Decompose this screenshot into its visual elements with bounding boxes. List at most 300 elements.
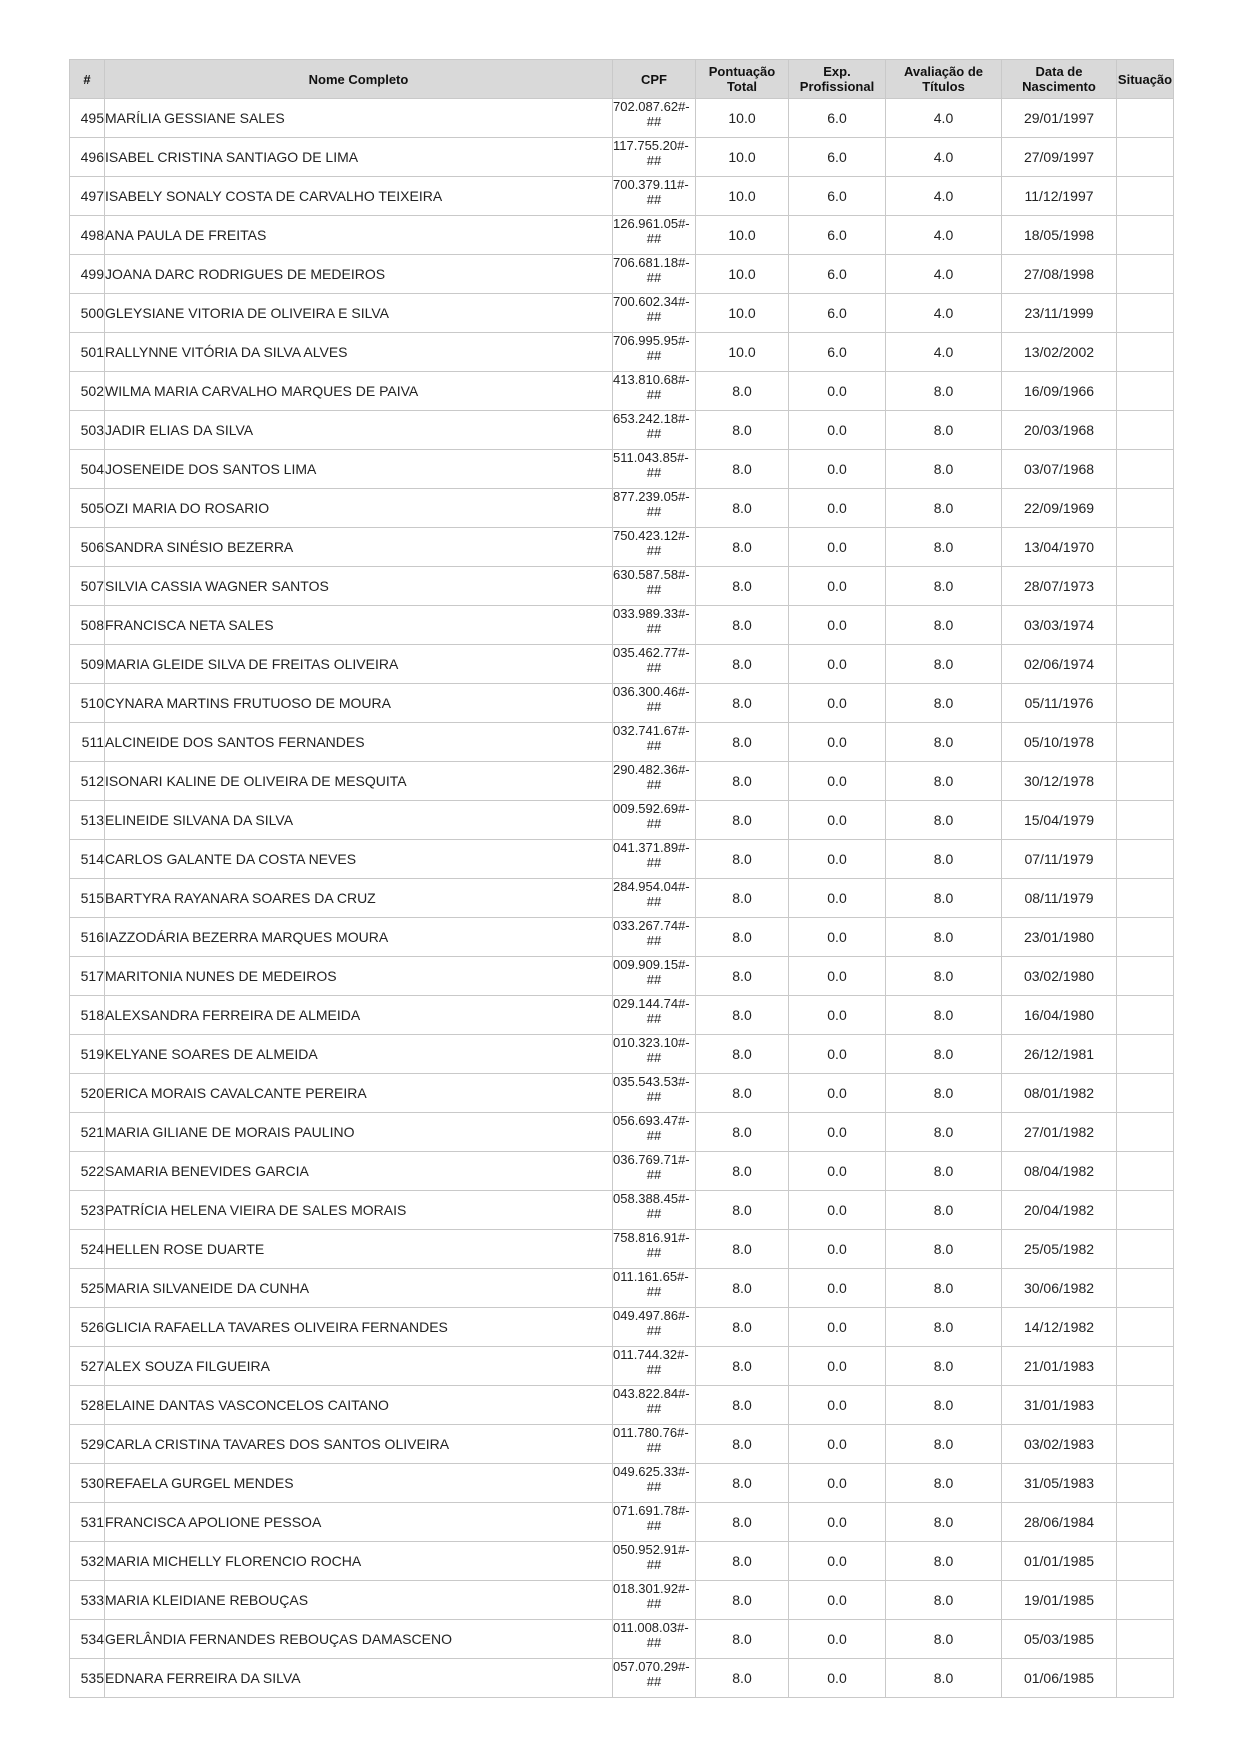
total-score-cell: 10.0 <box>696 138 789 177</box>
table-row <box>70 1035 1174 1074</box>
total-score-cell: 10.0 <box>696 177 789 216</box>
status-cell <box>1117 1386 1174 1425</box>
row-number-cell: 534 <box>70 1620 105 1659</box>
cpf-cell <box>613 996 696 1035</box>
total-score-cell: 8.0 <box>696 1464 789 1503</box>
status-cell <box>1117 1581 1174 1620</box>
status-cell <box>1117 1269 1174 1308</box>
status-cell <box>1117 879 1174 918</box>
row-number-cell: 516 <box>70 918 105 957</box>
title-evaluation-cell: 8.0 <box>886 1347 1002 1386</box>
full-name-cell: SAMARIA BENEVIDES GARCIA <box>105 1152 613 1191</box>
row-number-cell: 502 <box>70 372 105 411</box>
professional-experience-cell: 0.0 <box>789 645 886 684</box>
row-number-cell: 497 <box>70 177 105 216</box>
title-evaluation-cell: 8.0 <box>886 1386 1002 1425</box>
status-cell <box>1117 1152 1174 1191</box>
cpf-cell <box>613 723 696 762</box>
status-cell <box>1117 684 1174 723</box>
status-cell <box>1117 606 1174 645</box>
table-row <box>70 1113 1174 1152</box>
cpf-value: 056.693.47#- <box>613 1113 690 1128</box>
full-name-cell: MARIA KLEIDIANE REBOUÇAS <box>105 1581 613 1620</box>
cpf-cell <box>613 1152 696 1191</box>
cpf-cell <box>613 1542 696 1581</box>
full-name-cell: WILMA MARIA CARVALHO MARQUES DE PAIVA <box>105 372 613 411</box>
row-number-cell: 506 <box>70 528 105 567</box>
cpf-cell <box>613 1386 696 1425</box>
total-score-cell: 8.0 <box>696 1542 789 1581</box>
cpf-mask: ## <box>646 1050 662 1065</box>
cpf-mask: ## <box>646 1245 662 1260</box>
birth-date-cell: 27/09/1997 <box>1002 138 1117 177</box>
row-number-cell: 526 <box>70 1308 105 1347</box>
table-row <box>70 255 1174 294</box>
cpf-cell <box>613 957 696 996</box>
professional-experience-cell: 0.0 <box>789 1230 886 1269</box>
cpf-cell <box>613 1659 696 1698</box>
status-cell <box>1117 1347 1174 1386</box>
cpf-cell <box>613 1113 696 1152</box>
cpf-cell <box>613 333 696 372</box>
birth-date-cell: 28/06/1984 <box>1002 1503 1117 1542</box>
birth-date-cell: 30/12/1978 <box>1002 762 1117 801</box>
cpf-cell <box>613 489 696 528</box>
header-total: Pontuação Total <box>696 60 789 99</box>
birth-date-cell: 26/12/1981 <box>1002 1035 1117 1074</box>
cpf-mask: ## <box>646 816 662 831</box>
total-score-cell: 8.0 <box>696 918 789 957</box>
cpf-mask: ## <box>646 1167 662 1182</box>
cpf-cell <box>613 294 696 333</box>
full-name-cell: GLEYSIANE VITORIA DE OLIVEIRA E SILVA <box>105 294 613 333</box>
status-cell <box>1117 1503 1174 1542</box>
table-row <box>70 567 1174 606</box>
cpf-cell <box>613 450 696 489</box>
title-evaluation-cell: 4.0 <box>886 294 1002 333</box>
row-number-cell: 509 <box>70 645 105 684</box>
status-cell <box>1117 840 1174 879</box>
cpf-mask: ## <box>646 699 662 714</box>
total-score-cell: 8.0 <box>696 528 789 567</box>
cpf-mask: ## <box>646 1518 662 1533</box>
table-row <box>70 1581 1174 1620</box>
cpf-value: 750.423.12#- <box>613 528 690 543</box>
full-name-cell: JOSENEIDE DOS SANTOS LIMA <box>105 450 613 489</box>
cpf-mask: ## <box>646 1362 662 1377</box>
full-name-cell: ELAINE DANTAS VASCONCELOS CAITANO <box>105 1386 613 1425</box>
professional-experience-cell: 0.0 <box>789 918 886 957</box>
professional-experience-cell: 6.0 <box>789 333 886 372</box>
total-score-cell: 8.0 <box>696 411 789 450</box>
cpf-cell <box>613 1191 696 1230</box>
row-number-cell: 511 <box>70 723 105 762</box>
header-name: Nome Completo <box>105 60 613 99</box>
full-name-cell: ALEXSANDRA FERREIRA DE ALMEIDA <box>105 996 613 1035</box>
title-evaluation-cell: 8.0 <box>886 801 1002 840</box>
row-number-cell: 535 <box>70 1659 105 1698</box>
row-number-cell: 513 <box>70 801 105 840</box>
professional-experience-cell: 0.0 <box>789 1503 886 1542</box>
cpf-cell <box>613 1074 696 1113</box>
total-score-cell: 10.0 <box>696 255 789 294</box>
header-num: # <box>70 60 105 99</box>
professional-experience-cell: 6.0 <box>789 216 886 255</box>
row-number-cell: 501 <box>70 333 105 372</box>
cpf-cell <box>613 567 696 606</box>
birth-date-cell: 28/07/1973 <box>1002 567 1117 606</box>
row-number-cell: 499 <box>70 255 105 294</box>
cpf-mask: ## <box>646 465 662 480</box>
row-number-cell: 525 <box>70 1269 105 1308</box>
title-evaluation-cell: 4.0 <box>886 216 1002 255</box>
cpf-cell <box>613 801 696 840</box>
total-score-cell: 8.0 <box>696 1113 789 1152</box>
total-score-cell: 8.0 <box>696 1386 789 1425</box>
title-evaluation-cell: 8.0 <box>886 723 1002 762</box>
status-cell <box>1117 996 1174 1035</box>
full-name-cell: RALLYNNE VITÓRIA DA SILVA ALVES <box>105 333 613 372</box>
professional-experience-cell: 0.0 <box>789 1620 886 1659</box>
title-evaluation-cell: 8.0 <box>886 1464 1002 1503</box>
cpf-cell <box>613 1230 696 1269</box>
cpf-mask: ## <box>646 1089 662 1104</box>
total-score-cell: 8.0 <box>696 684 789 723</box>
cpf-cell <box>613 645 696 684</box>
status-cell <box>1117 216 1174 255</box>
cpf-cell <box>613 411 696 450</box>
cpf-value: 630.587.58#- <box>613 567 690 582</box>
birth-date-cell: 08/11/1979 <box>1002 879 1117 918</box>
cpf-cell <box>613 1308 696 1347</box>
birth-date-cell: 21/01/1983 <box>1002 1347 1117 1386</box>
full-name-cell: EDNARA FERREIRA DA SILVA <box>105 1659 613 1698</box>
total-score-cell: 8.0 <box>696 450 789 489</box>
row-number-cell: 500 <box>70 294 105 333</box>
title-evaluation-cell: 8.0 <box>886 762 1002 801</box>
title-evaluation-cell: 4.0 <box>886 177 1002 216</box>
cpf-cell <box>613 255 696 294</box>
cpf-value: 071.691.78#- <box>613 1503 690 1518</box>
cpf-value: 035.462.77#- <box>613 645 690 660</box>
cpf-cell <box>613 840 696 879</box>
total-score-cell: 8.0 <box>696 996 789 1035</box>
birth-date-cell: 22/09/1969 <box>1002 489 1117 528</box>
cpf-cell <box>613 918 696 957</box>
status-cell <box>1117 918 1174 957</box>
table-row <box>70 333 1174 372</box>
table-row <box>70 1347 1174 1386</box>
professional-experience-cell: 6.0 <box>789 294 886 333</box>
professional-experience-cell: 0.0 <box>789 489 886 528</box>
status-cell <box>1117 255 1174 294</box>
row-number-cell: 530 <box>70 1464 105 1503</box>
table-row <box>70 606 1174 645</box>
cpf-value: 653.242.18#- <box>613 411 690 426</box>
cpf-value: 011.008.03#- <box>613 1620 689 1635</box>
cpf-mask: ## <box>646 504 662 519</box>
status-cell <box>1117 294 1174 333</box>
row-number-cell: 514 <box>70 840 105 879</box>
cpf-mask: ## <box>646 426 662 441</box>
professional-experience-cell: 0.0 <box>789 1113 886 1152</box>
status-cell <box>1117 567 1174 606</box>
title-evaluation-cell: 8.0 <box>886 957 1002 996</box>
total-score-cell: 10.0 <box>696 294 789 333</box>
cpf-mask: ## <box>646 231 662 246</box>
total-score-cell: 8.0 <box>696 1230 789 1269</box>
row-number-cell: 518 <box>70 996 105 1035</box>
professional-experience-cell: 0.0 <box>789 1659 886 1698</box>
title-evaluation-cell: 4.0 <box>886 333 1002 372</box>
status-cell <box>1117 99 1174 138</box>
status-cell <box>1117 177 1174 216</box>
full-name-cell: FRANCISCA NETA SALES <box>105 606 613 645</box>
birth-date-cell: 29/01/1997 <box>1002 99 1117 138</box>
full-name-cell: BARTYRA RAYANARA SOARES DA CRUZ <box>105 879 613 918</box>
cpf-mask: ## <box>646 1440 662 1455</box>
cpf-mask: ## <box>646 1206 662 1221</box>
birth-date-cell: 03/02/1980 <box>1002 957 1117 996</box>
cpf-cell <box>613 1581 696 1620</box>
birth-date-cell: 03/03/1974 <box>1002 606 1117 645</box>
title-evaluation-cell: 8.0 <box>886 996 1002 1035</box>
row-number-cell: 517 <box>70 957 105 996</box>
cpf-cell <box>613 1269 696 1308</box>
status-cell <box>1117 1113 1174 1152</box>
row-number-cell: 527 <box>70 1347 105 1386</box>
cpf-value: 010.323.10#- <box>613 1035 690 1050</box>
cpf-cell <box>613 138 696 177</box>
row-number-cell: 532 <box>70 1542 105 1581</box>
title-evaluation-cell: 8.0 <box>886 1581 1002 1620</box>
total-score-cell: 8.0 <box>696 1659 789 1698</box>
cpf-value: 511.043.85#- <box>613 450 689 465</box>
cpf-cell <box>613 216 696 255</box>
total-score-cell: 8.0 <box>696 645 789 684</box>
total-score-cell: 8.0 <box>696 723 789 762</box>
birth-date-cell: 27/08/1998 <box>1002 255 1117 294</box>
cpf-value: 011.744.32#- <box>613 1347 689 1362</box>
birth-date-cell: 05/10/1978 <box>1002 723 1117 762</box>
full-name-cell: ANA PAULA DE FREITAS <box>105 216 613 255</box>
cpf-cell <box>613 1035 696 1074</box>
birth-date-cell: 20/03/1968 <box>1002 411 1117 450</box>
status-cell <box>1117 1191 1174 1230</box>
cpf-mask: ## <box>646 621 662 636</box>
birth-date-cell: 03/02/1983 <box>1002 1425 1117 1464</box>
birth-date-cell: 31/01/1983 <box>1002 1386 1117 1425</box>
professional-experience-cell: 0.0 <box>789 1347 886 1386</box>
full-name-cell: MARITONIA NUNES DE MEDEIROS <box>105 957 613 996</box>
row-number-cell: 512 <box>70 762 105 801</box>
total-score-cell: 8.0 <box>696 1347 789 1386</box>
cpf-value: 758.816.91#- <box>613 1230 690 1245</box>
total-score-cell: 8.0 <box>696 1035 789 1074</box>
title-evaluation-cell: 8.0 <box>886 1191 1002 1230</box>
title-evaluation-cell: 8.0 <box>886 372 1002 411</box>
professional-experience-cell: 0.0 <box>789 879 886 918</box>
professional-experience-cell: 0.0 <box>789 996 886 1035</box>
birth-date-cell: 01/01/1985 <box>1002 1542 1117 1581</box>
cpf-value: 117.755.20#- <box>613 138 689 153</box>
row-number-cell: 523 <box>70 1191 105 1230</box>
status-cell <box>1117 723 1174 762</box>
table-row <box>70 1308 1174 1347</box>
cpf-mask: ## <box>646 1323 662 1338</box>
table-row <box>70 1464 1174 1503</box>
status-cell <box>1117 762 1174 801</box>
title-evaluation-cell: 8.0 <box>886 1308 1002 1347</box>
title-evaluation-cell: 8.0 <box>886 1269 1002 1308</box>
full-name-cell: REFAELA GURGEL MENDES <box>105 1464 613 1503</box>
cpf-cell <box>613 684 696 723</box>
cpf-value: 706.995.95#- <box>613 333 690 348</box>
row-number-cell: 498 <box>70 216 105 255</box>
table-row <box>70 1191 1174 1230</box>
birth-date-cell: 31/05/1983 <box>1002 1464 1117 1503</box>
professional-experience-cell: 0.0 <box>789 840 886 879</box>
title-evaluation-cell: 8.0 <box>886 528 1002 567</box>
cpf-value: 700.602.34#- <box>613 294 690 309</box>
professional-experience-cell: 0.0 <box>789 1386 886 1425</box>
row-number-cell: 503 <box>70 411 105 450</box>
title-evaluation-cell: 8.0 <box>886 1113 1002 1152</box>
table-row <box>70 450 1174 489</box>
total-score-cell: 8.0 <box>696 606 789 645</box>
cpf-value: 033.267.74#- <box>613 918 690 933</box>
birth-date-cell: 05/11/1976 <box>1002 684 1117 723</box>
full-name-cell: ELINEIDE SILVANA DA SILVA <box>105 801 613 840</box>
row-number-cell: 504 <box>70 450 105 489</box>
cpf-value: 290.482.36#- <box>613 762 690 777</box>
cpf-cell <box>613 1464 696 1503</box>
header-cpf: CPF <box>613 60 696 99</box>
cpf-mask: ## <box>646 1557 662 1572</box>
professional-experience-cell: 0.0 <box>789 1581 886 1620</box>
table-row <box>70 411 1174 450</box>
status-cell <box>1117 1659 1174 1698</box>
cpf-value: 284.954.04#- <box>613 879 690 894</box>
row-number-cell: 496 <box>70 138 105 177</box>
table-row <box>70 1503 1174 1542</box>
status-cell <box>1117 1464 1174 1503</box>
status-cell <box>1117 801 1174 840</box>
table-row <box>70 879 1174 918</box>
cpf-value: 057.070.29#- <box>613 1659 690 1674</box>
birth-date-cell: 03/07/1968 <box>1002 450 1117 489</box>
professional-experience-cell: 0.0 <box>789 528 886 567</box>
professional-experience-cell: 0.0 <box>789 684 886 723</box>
row-number-cell: 531 <box>70 1503 105 1542</box>
cpf-mask: ## <box>646 387 662 402</box>
professional-experience-cell: 0.0 <box>789 450 886 489</box>
title-evaluation-cell: 4.0 <box>886 138 1002 177</box>
cpf-cell <box>613 1620 696 1659</box>
cpf-mask: ## <box>646 660 662 675</box>
cpf-value: 032.741.67#- <box>613 723 690 738</box>
full-name-cell: GERLÂNDIA FERNANDES REBOUÇAS DAMASCENO <box>105 1620 613 1659</box>
status-cell <box>1117 1620 1174 1659</box>
cpf-mask: ## <box>646 1635 662 1650</box>
cpf-mask: ## <box>646 894 662 909</box>
full-name-cell: JADIR ELIAS DA SILVA <box>105 411 613 450</box>
row-number-cell: 495 <box>70 99 105 138</box>
table-row <box>70 489 1174 528</box>
total-score-cell: 8.0 <box>696 879 789 918</box>
cpf-cell <box>613 528 696 567</box>
cpf-value: 049.625.33#- <box>613 1464 690 1479</box>
status-cell <box>1117 645 1174 684</box>
professional-experience-cell: 0.0 <box>789 411 886 450</box>
cpf-mask: ## <box>646 777 662 792</box>
table-row <box>70 372 1174 411</box>
full-name-cell: GLICIA RAFAELLA TAVARES OLIVEIRA FERNANDES <box>105 1308 613 1347</box>
title-evaluation-cell: 8.0 <box>886 1152 1002 1191</box>
row-number-cell: 522 <box>70 1152 105 1191</box>
title-evaluation-cell: 8.0 <box>886 1659 1002 1698</box>
cpf-value: 043.822.84#- <box>613 1386 690 1401</box>
cpf-value: 029.144.74#- <box>613 996 690 1011</box>
professional-experience-cell: 0.0 <box>789 1269 886 1308</box>
full-name-cell: HELLEN ROSE DUARTE <box>105 1230 613 1269</box>
total-score-cell: 10.0 <box>696 333 789 372</box>
title-evaluation-cell: 8.0 <box>886 1542 1002 1581</box>
cpf-value: 058.388.45#- <box>613 1191 690 1206</box>
table-row <box>70 1386 1174 1425</box>
birth-date-cell: 16/04/1980 <box>1002 996 1117 1035</box>
title-evaluation-cell: 8.0 <box>886 879 1002 918</box>
full-name-cell: KELYANE SOARES DE ALMEIDA <box>105 1035 613 1074</box>
total-score-cell: 8.0 <box>696 372 789 411</box>
professional-experience-cell: 6.0 <box>789 138 886 177</box>
row-number-cell: 508 <box>70 606 105 645</box>
birth-date-cell: 23/01/1980 <box>1002 918 1117 957</box>
professional-experience-cell: 0.0 <box>789 1542 886 1581</box>
birth-date-cell: 14/12/1982 <box>1002 1308 1117 1347</box>
row-number-cell: 521 <box>70 1113 105 1152</box>
full-name-cell: JOANA DARC RODRIGUES DE MEDEIROS <box>105 255 613 294</box>
cpf-cell <box>613 372 696 411</box>
cpf-cell <box>613 606 696 645</box>
table-row <box>70 1620 1174 1659</box>
cpf-mask: ## <box>646 1011 662 1026</box>
status-cell <box>1117 1035 1174 1074</box>
cpf-value: 018.301.92#- <box>613 1581 690 1596</box>
results-table <box>69 59 1174 1698</box>
cpf-value: 049.497.86#- <box>613 1308 690 1323</box>
status-cell <box>1117 489 1174 528</box>
cpf-cell <box>613 762 696 801</box>
total-score-cell: 8.0 <box>696 1503 789 1542</box>
total-score-cell: 8.0 <box>696 1191 789 1230</box>
total-score-cell: 8.0 <box>696 1269 789 1308</box>
cpf-value: 033.989.33#- <box>613 606 690 621</box>
table-row <box>70 918 1174 957</box>
title-evaluation-cell: 8.0 <box>886 450 1002 489</box>
cpf-value: 050.952.91#- <box>613 1542 690 1557</box>
cpf-cell <box>613 177 696 216</box>
table-row <box>70 957 1174 996</box>
birth-date-cell: 13/04/1970 <box>1002 528 1117 567</box>
birth-date-cell: 08/04/1982 <box>1002 1152 1117 1191</box>
full-name-cell: OZI MARIA DO ROSARIO <box>105 489 613 528</box>
cpf-mask: ## <box>646 855 662 870</box>
table-row <box>70 1230 1174 1269</box>
birth-date-cell: 23/11/1999 <box>1002 294 1117 333</box>
cpf-value: 009.592.69#- <box>613 801 690 816</box>
row-number-cell: 505 <box>70 489 105 528</box>
